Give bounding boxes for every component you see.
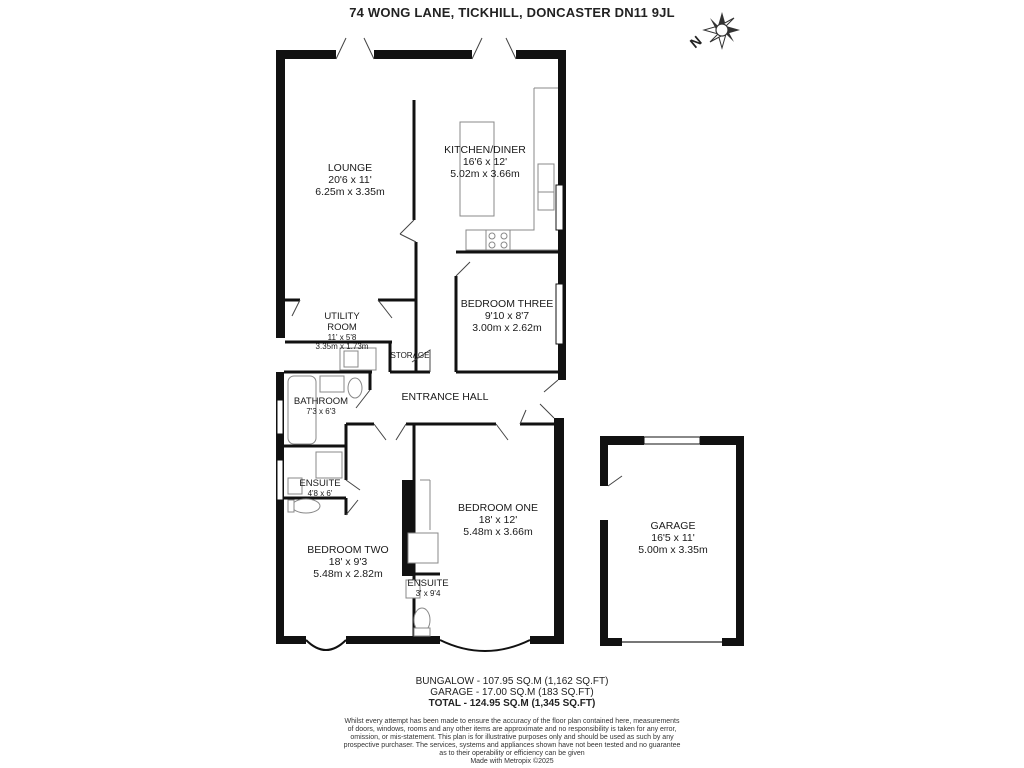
room-name-line2: ROOM xyxy=(327,322,357,333)
room-name: STORAGE xyxy=(390,351,430,360)
room-size-imperial: 7'3 x 6'3 xyxy=(306,407,336,416)
room-name: BEDROOM TWO xyxy=(307,544,389,556)
disclaimer-line: as to their operability or efficiency can be given xyxy=(439,750,585,757)
ensuite-toilet-icon xyxy=(292,499,320,513)
room-label-bathroom xyxy=(288,396,354,416)
room-label-garage xyxy=(618,520,728,556)
room-label-bedroom-three xyxy=(456,298,558,334)
compass-rose-icon xyxy=(704,12,740,48)
shower-icon xyxy=(316,452,342,478)
room-size-imperial: 18' x 9'3 xyxy=(328,556,368,568)
property-address: 74 WONG LANE, TICKHILL, DONCASTER DN11 9JL xyxy=(349,5,675,20)
garage-area: GARAGE - 17.00 SQ.M (183 SQ.FT) xyxy=(430,687,594,698)
room-size-metric: 5.00m x 3.35m xyxy=(638,544,708,556)
room-size-metric: 3.35m x 1.73m xyxy=(315,342,369,351)
room-size-metric: 5.02m x 3.66m xyxy=(450,168,520,180)
total-area: TOTAL - 124.95 SQ.M (1,345 SQ.FT) xyxy=(428,698,596,709)
room-size-metric: 3.00m x 2.62m xyxy=(472,322,542,334)
room-label-utility xyxy=(302,311,382,351)
room-name: ENTRANCE HALL xyxy=(401,391,489,403)
room-label-ensuite-bedroom-two xyxy=(294,478,346,498)
room-label-entrance-hall xyxy=(390,391,500,403)
room-size-imperial: 3' x 9'4 xyxy=(415,589,441,598)
room-label-bedroom-one xyxy=(440,502,556,538)
room-label-kitchen xyxy=(430,144,540,180)
room-name: GARAGE xyxy=(650,520,696,532)
room-label-ensuite-bedroom-one xyxy=(404,578,452,598)
disclaimer-line: Whilst every attempt has been made to ensure the accuracy of the floor plan contained here, measurements xyxy=(344,718,680,725)
room-name: ENSUITE xyxy=(299,478,341,489)
room-name: ENSUITE xyxy=(407,578,449,589)
metropix-credit: Made with Metropix ©2025 xyxy=(470,758,554,765)
room-size-metric: 5.48m x 3.66m xyxy=(463,526,533,538)
room-label-lounge xyxy=(300,162,400,198)
room-label-storage xyxy=(390,351,430,360)
kitchen-sink-icon xyxy=(538,164,554,192)
room-name: LOUNGE xyxy=(327,162,373,174)
room-label-bedroom-two xyxy=(296,544,400,580)
room-size-metric: 5.48m x 2.82m xyxy=(313,568,383,580)
room-size-imperial: 11' x 5'8 xyxy=(327,333,357,342)
room-name: KITCHEN/DINER xyxy=(444,144,526,156)
room-size-imperial: 16'5 x 11' xyxy=(651,532,695,544)
disclaimer xyxy=(300,718,724,766)
disclaimer-line: prospective purchaser. The services, systems and appliances shown have not been tested and no guarantee xyxy=(343,742,681,749)
room-name: UTILITY xyxy=(324,311,360,322)
room-size-metric: 6.25m x 3.35m xyxy=(315,186,385,198)
disclaimer-line: omission, or mis-statement. This plan is for illustrative purposes only and should be used as such by any xyxy=(350,734,674,741)
room-size-imperial: 4'8 x 6' xyxy=(307,489,333,498)
room-name: BEDROOM THREE xyxy=(460,298,554,310)
ensuite-shower-icon xyxy=(408,533,438,563)
room-size-imperial: 9'10 x 8'7 xyxy=(484,310,530,322)
room-name: BEDROOM ONE xyxy=(458,502,538,514)
bungalow-area: BUNGALOW - 107.95 SQ.M (1,162 SQ.FT) xyxy=(415,676,609,687)
room-size-imperial: 16'6 x 12' xyxy=(462,156,508,168)
compass-north-letter: N xyxy=(686,32,705,52)
area-totals xyxy=(0,676,1024,709)
disclaimer-line: of doors, windows, rooms and any other items are approximate and no responsibility is taken for any error, xyxy=(347,726,677,733)
bathroom-basin-icon xyxy=(320,376,344,392)
room-name: BATHROOM xyxy=(293,396,349,407)
room-size-imperial: 18' x 12' xyxy=(478,514,518,526)
bathroom-toilet-icon xyxy=(348,378,362,398)
room-size-imperial: 20'6 x 11' xyxy=(328,174,372,186)
